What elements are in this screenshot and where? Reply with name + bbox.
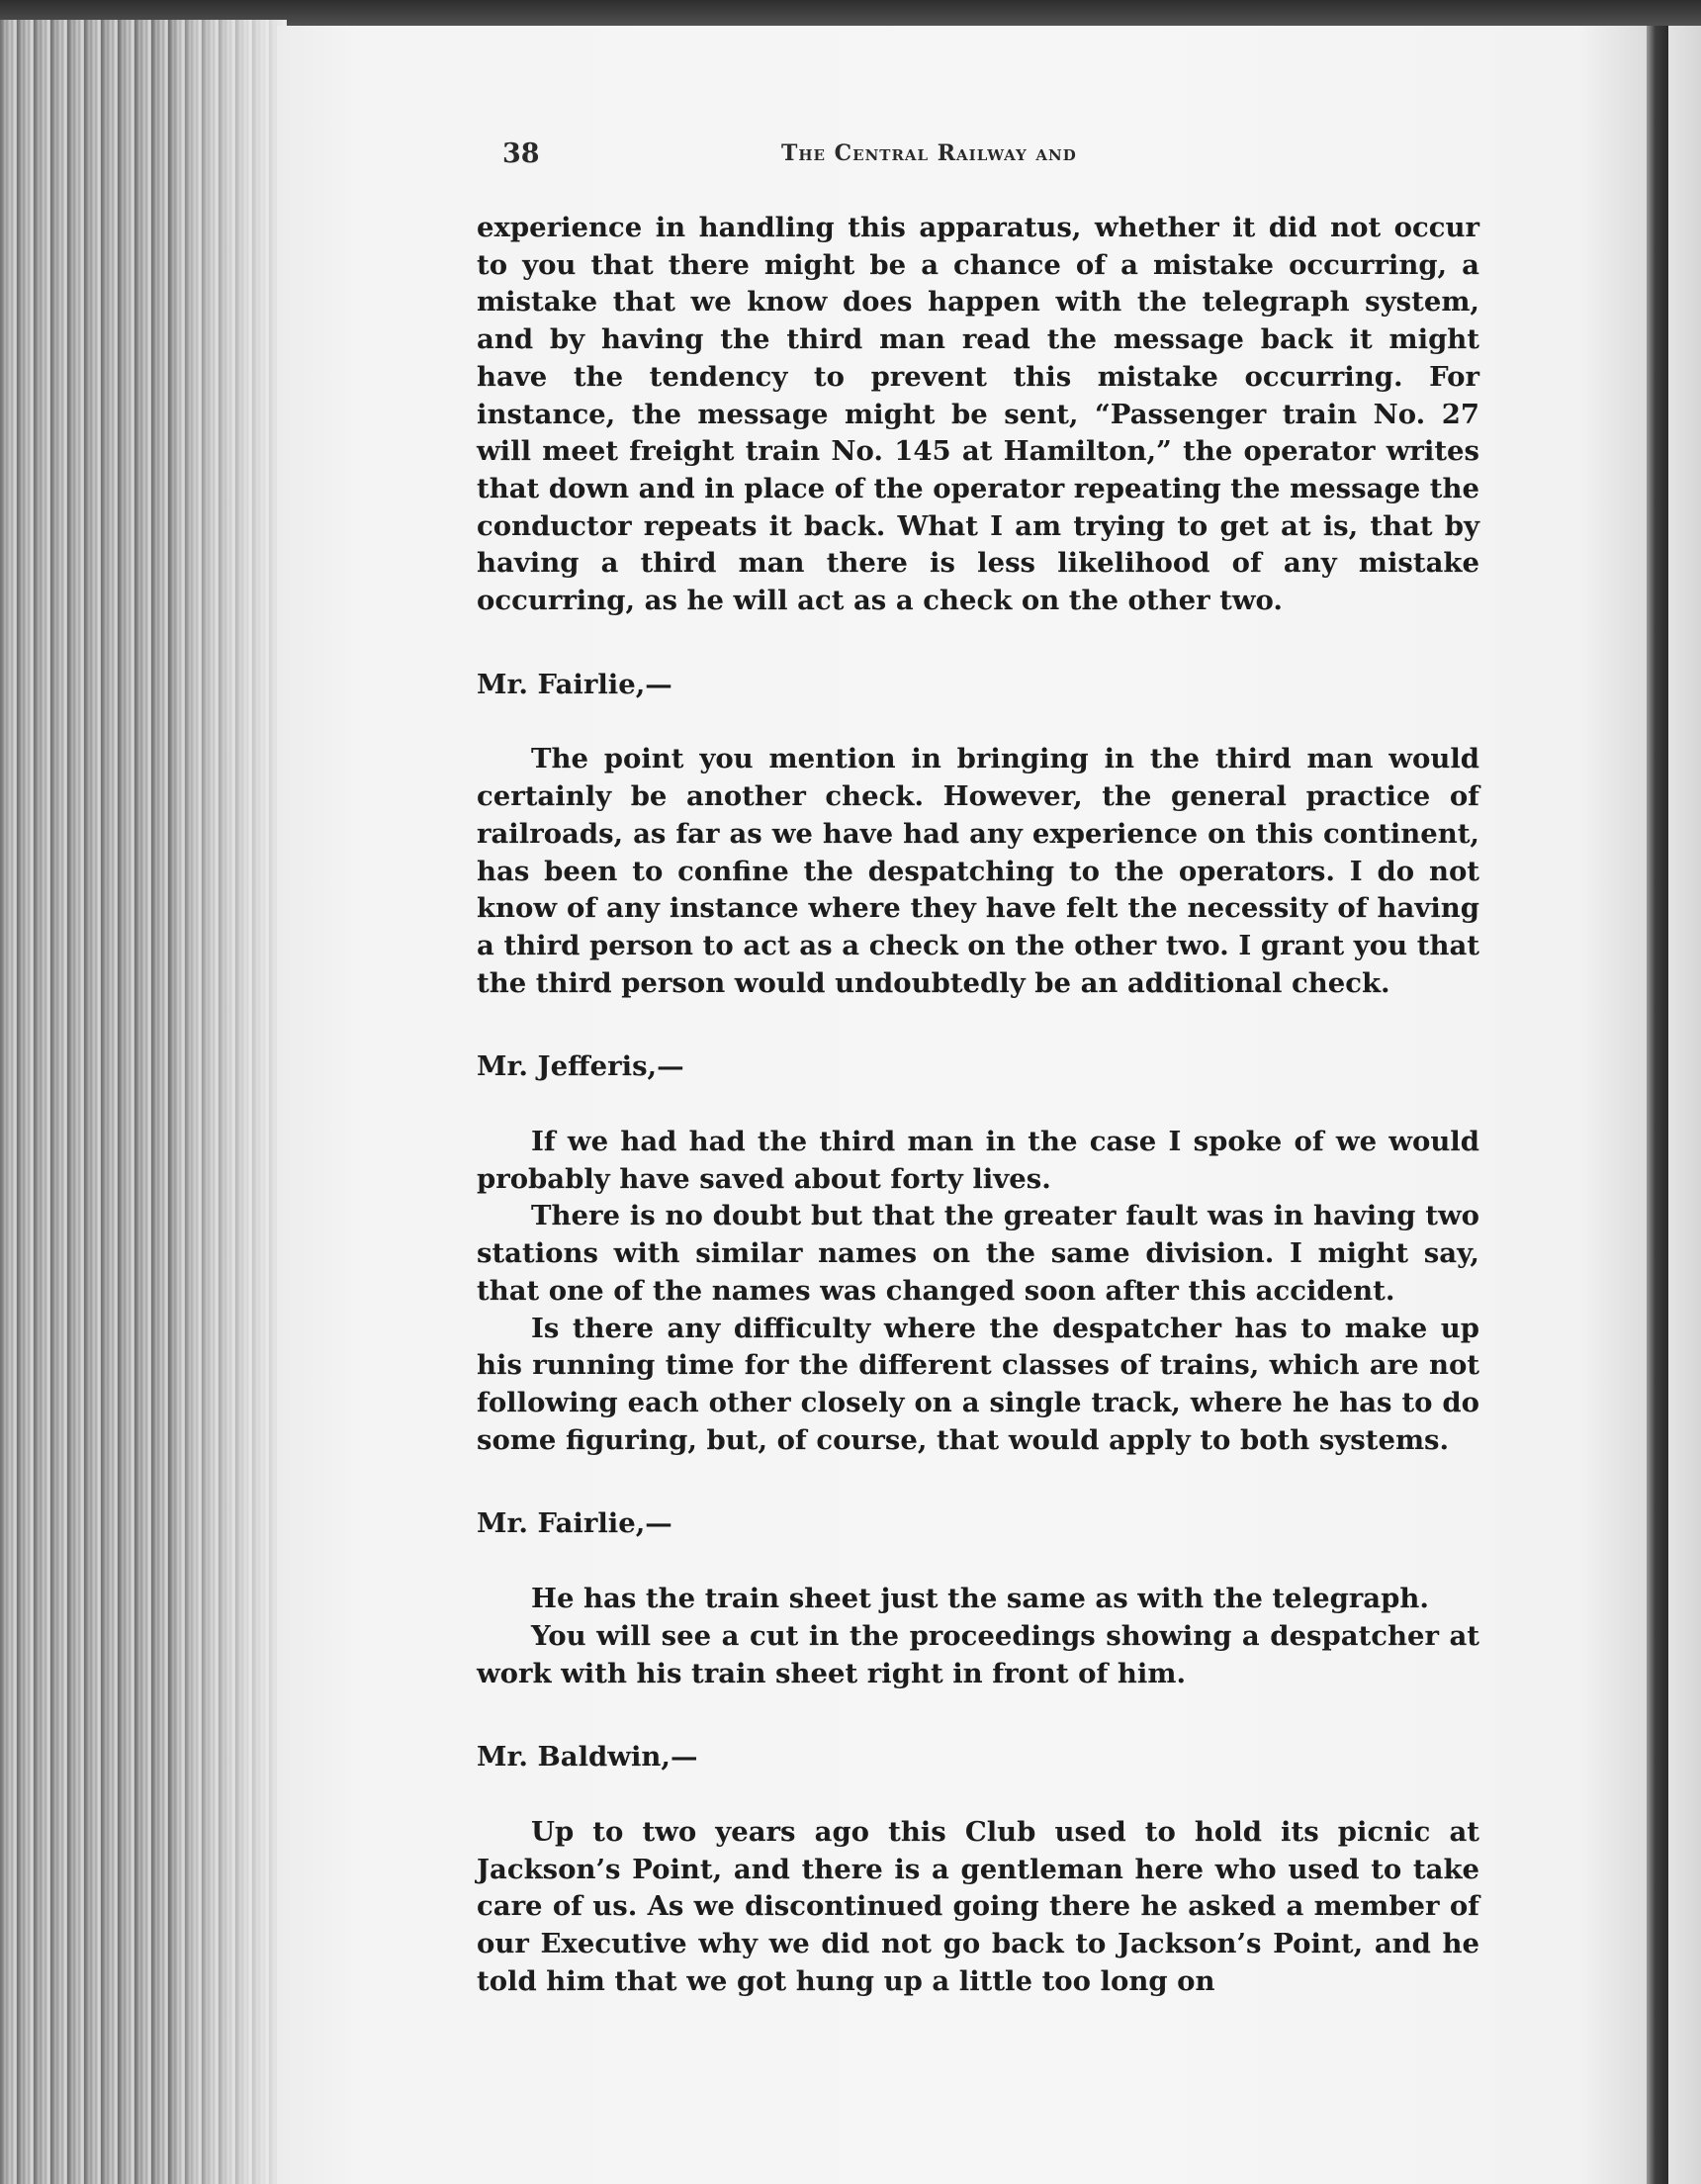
facing-page-edge — [1668, 26, 1701, 2184]
paragraph: There is no doubt but that the greater fault was in having two stations with similar names on the same division. I might say, that one of the names was changed soon after this accident. — [477, 1200, 1479, 1307]
page-edge-fade — [178, 20, 287, 2184]
speaker-label: Mr. Fairlie,— — [477, 1507, 672, 1540]
running-head: The Central Railway and — [781, 140, 1077, 166]
speaker-label: Mr. Fairlie,— — [477, 668, 672, 700]
page-header — [0, 138, 1701, 178]
paragraph: experience in handling this apparatus, whether it did not occur to you that there might be a chance of a mistake occurring, a mistake that we know does happen with the telegraph system, and by having the third man read the message back it might have the tendency to prevent this mistake occurring. For instance, the message might be sent, “Passenger train No. 27 will meet freight train No. 145 at Hamilton,” the operator writes that down and in place of the operator repeating the message the conductor repeats it back. What I am trying to get at is, that by having a third man there is less likelihood of any mistake occurring, as he will act as a check on the other two. — [477, 212, 1479, 617]
page-number: 38 — [502, 138, 540, 169]
book-gutter — [1647, 26, 1668, 2184]
paragraph: Is there any difficulty where the despatcher has to make up his running time for the different classes of trains, which are not following each other closely on a single track, where he has to do some figuring, but, of course, that would apply to both systems. — [477, 1312, 1479, 1456]
speaker-label: Mr. Baldwin,— — [477, 1741, 698, 1774]
paragraph: If we had had the third man in the case I spoke of we would probably have saved about forty lives. — [477, 1126, 1479, 1195]
speaker-label: Mr. Jefferis,— — [477, 1050, 684, 1083]
paragraph: The point you mention in bringing in the third man would certainly be another check. However, the general practice of railroads, as far as we have had any experience on this continent, has been to confine the despatching to the operators. I do not know of any instance where they have felt the necessity of having a third person to act as a check on the other two. I grant you that the third person would undoubtedly be an additional check. — [477, 743, 1479, 999]
paragraph: You will see a cut in the proceedings showing a despatcher at work with his train sheet right in front of him. — [477, 1619, 1479, 1689]
paragraph: He has the train sheet just the same as with the telegraph. — [531, 1583, 1429, 1615]
paragraph: Up to two years ago this Club used to hold its picnic at Jackson’s Point, and there is a gentleman here who used to take care of us. As we discontinued going there he asked a member of our Executive why we did not go back to Jackson’s Point, and he told him that we got hung up a little too long on — [477, 1815, 1479, 1997]
body-text — [477, 210, 1479, 2000]
